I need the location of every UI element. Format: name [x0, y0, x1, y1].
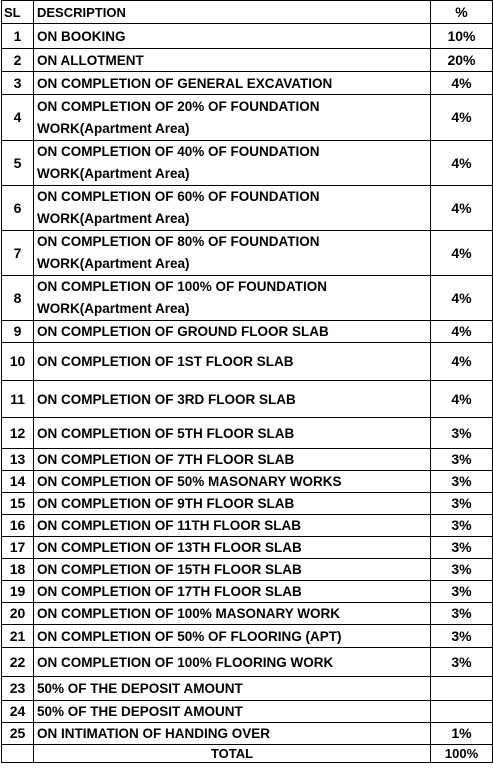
row-sl: 5 — [2, 141, 34, 186]
row-description: ON COMPLETION OF 20% OF FOUNDATION WORK(Apartment Area) — [34, 95, 431, 141]
row-percent: 3% — [431, 537, 493, 559]
table-row — [2, 471, 493, 493]
table-row — [2, 381, 493, 418]
row-description: ON COMPLETION OF GENERAL EXCAVATION — [34, 72, 431, 95]
row-percent: 3% — [431, 515, 493, 537]
row-sl: 6 — [2, 186, 34, 231]
row-sl: 11 — [2, 381, 34, 418]
table-row — [2, 515, 493, 537]
row-sl: 21 — [2, 625, 34, 648]
row-percent: 4% — [431, 72, 493, 95]
row-percent: 4% — [431, 343, 493, 381]
row-sl: 22 — [2, 648, 34, 677]
row-description: ON COMPLETION OF 100% FLOORING WORK — [34, 648, 431, 677]
row-sl: 24 — [2, 701, 34, 723]
table-row — [2, 343, 493, 381]
table-row — [2, 677, 493, 701]
row-percent: 3% — [431, 581, 493, 603]
row-percent: 3% — [431, 418, 493, 449]
row-percent: 4% — [431, 141, 493, 186]
row-description: ON COMPLETION OF 40% OF FOUNDATION WORK(Apartment Area) — [34, 141, 431, 186]
table-row — [2, 559, 493, 581]
table-row — [2, 648, 493, 677]
row-percent: 3% — [431, 648, 493, 677]
row-sl: 15 — [2, 493, 34, 515]
row-description: ON COMPLETION OF 80% OF FOUNDATION WORK(Apartment Area) — [34, 231, 431, 276]
row-sl: 7 — [2, 231, 34, 276]
table-row — [2, 24, 493, 49]
table-row — [2, 141, 493, 186]
row-description: ON COMPLETION OF 50% OF FLOORING (APT) — [34, 625, 431, 648]
row-percent: 4% — [431, 231, 493, 276]
row-description: ON COMPLETION OF 9TH FLOOR SLAB — [34, 493, 431, 515]
row-description: ON COMPLETION OF 15TH FLOOR SLAB — [34, 559, 431, 581]
row-sl: 14 — [2, 471, 34, 493]
row-description: ON COMPLETION OF 60% OF FOUNDATION WORK(Apartment Area) — [34, 186, 431, 231]
row-description: ON COMPLETION OF 13TH FLOOR SLAB — [34, 537, 431, 559]
row-description: ON INTIMATION OF HANDING OVER — [34, 723, 431, 745]
header-percent: % — [431, 1, 493, 24]
row-description: 50% OF THE DEPOSIT AMOUNT — [34, 677, 431, 701]
row-sl: 16 — [2, 515, 34, 537]
total-percent: 100% — [431, 745, 493, 763]
payment-schedule-table — [1, 0, 493, 763]
row-percent: 4% — [431, 276, 493, 321]
table-row — [2, 321, 493, 343]
row-sl: 18 — [2, 559, 34, 581]
table-row — [2, 603, 493, 625]
row-percent — [431, 677, 493, 701]
row-sl: 17 — [2, 537, 34, 559]
table-row — [2, 276, 493, 321]
row-description: ON COMPLETION OF 100% MASONARY WORK — [34, 603, 431, 625]
table-row — [2, 493, 493, 515]
table-row — [2, 418, 493, 449]
row-percent: 3% — [431, 603, 493, 625]
row-description: ON COMPLETION OF 11TH FLOOR SLAB — [34, 515, 431, 537]
table-row — [2, 625, 493, 648]
table-row — [2, 186, 493, 231]
row-description: ON COMPLETION OF GROUND FLOOR SLAB — [34, 321, 431, 343]
row-description: ON COMPLETION OF 100% OF FOUNDATION WORK(Apartment Area) — [34, 276, 431, 321]
row-sl: 8 — [2, 276, 34, 321]
row-percent: 3% — [431, 493, 493, 515]
row-percent: 3% — [431, 559, 493, 581]
table-row — [2, 581, 493, 603]
row-sl: 3 — [2, 72, 34, 95]
row-description: ON BOOKING — [34, 24, 431, 49]
table-row — [2, 72, 493, 95]
table-row — [2, 701, 493, 723]
table-row — [2, 95, 493, 141]
total-sl — [2, 745, 34, 763]
row-description: ON ALLOTMENT — [34, 49, 431, 72]
header-description: DESCRIPTION — [34, 1, 431, 24]
row-sl: 19 — [2, 581, 34, 603]
row-description: ON COMPLETION OF 1ST FLOOR SLAB — [34, 343, 431, 381]
row-percent: 20% — [431, 49, 493, 72]
row-sl: 9 — [2, 321, 34, 343]
row-description: ON COMPLETION OF 7TH FLOOR SLAB — [34, 449, 431, 471]
row-percent: 3% — [431, 625, 493, 648]
row-description: ON COMPLETION OF 17TH FLOOR SLAB — [34, 581, 431, 603]
row-description: ON COMPLETION OF 5TH FLOOR SLAB — [34, 418, 431, 449]
row-percent: 10% — [431, 24, 493, 49]
row-description: ON COMPLETION OF 50% MASONARY WORKS — [34, 471, 431, 493]
row-description: ON COMPLETION OF 3RD FLOOR SLAB — [34, 381, 431, 418]
row-sl: 20 — [2, 603, 34, 625]
header-row — [2, 1, 493, 24]
row-sl: 4 — [2, 95, 34, 141]
row-percent: 3% — [431, 471, 493, 493]
row-sl: 12 — [2, 418, 34, 449]
row-percent: 4% — [431, 95, 493, 141]
table-row — [2, 49, 493, 72]
total-label: TOTAL — [34, 745, 431, 763]
row-percent — [431, 701, 493, 723]
row-sl: 23 — [2, 677, 34, 701]
row-sl: 13 — [2, 449, 34, 471]
table-row — [2, 231, 493, 276]
table-row — [2, 723, 493, 745]
row-sl: 10 — [2, 343, 34, 381]
table-row — [2, 537, 493, 559]
total-row — [2, 745, 493, 763]
row-percent: 4% — [431, 321, 493, 343]
row-percent: 4% — [431, 186, 493, 231]
row-sl: 1 — [2, 24, 34, 49]
row-sl: 25 — [2, 723, 34, 745]
header-sl: SL — [2, 1, 34, 24]
row-percent: 3% — [431, 449, 493, 471]
row-percent: 4% — [431, 381, 493, 418]
row-percent: 1% — [431, 723, 493, 745]
row-sl: 2 — [2, 49, 34, 72]
table-row — [2, 449, 493, 471]
row-description: 50% OF THE DEPOSIT AMOUNT — [34, 701, 431, 723]
